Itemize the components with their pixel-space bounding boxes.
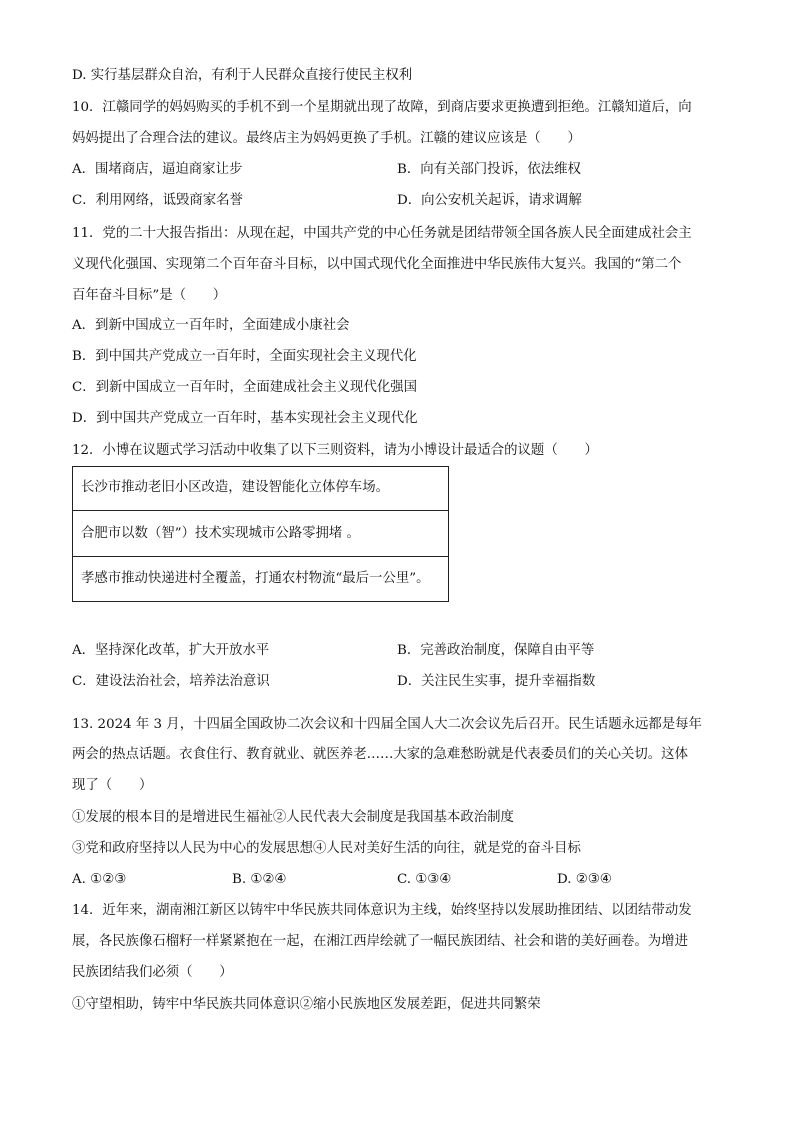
- table-row: 长沙市推动老旧小区改造，建设智能化立体停车场。: [73, 467, 448, 511]
- q13-option-d: D. ②③④: [557, 872, 612, 887]
- q13-option-a: A. ①②③: [72, 872, 127, 887]
- q12-option-b: B．完善政治制度，保障自由平等: [397, 643, 595, 658]
- prev-option-d: D. 实行基层群众自治，有利于人民群众直接行使民主权利: [72, 68, 413, 83]
- q10-stem-line2: 妈妈提出了合理合法的建议。最终店主为妈妈更换了手机。江赣的建议应该是（ ）: [72, 131, 581, 146]
- q11-option-d: D．到中国共产党成立一百年时，基本实现社会主义现代化: [72, 411, 418, 426]
- q10-option-b: B．向有关部门投诉，依法维权: [397, 162, 581, 177]
- table-row: 合肥市以数（智”）技术实现城市公路零拥堵 。: [73, 511, 448, 557]
- q11-option-c: C．到新中国成立一百年时，全面建成社会主义现代化强国: [72, 380, 418, 395]
- q11-option-b: B．到中国共产党成立一百年时，全面实现社会主义现代化: [72, 349, 417, 364]
- q14-stem-line2: 展，各民族像石榴籽一样紧紧抱在一起，在湘江西岸绘就了一幅民族团结、社会和谐的美好画卷。为增进: [72, 934, 688, 949]
- q13-stem-line3: 现了（ ）: [72, 778, 153, 793]
- q14-statements-line1: ①守望相助，铸牢中华民族共同体意识②缩小民族地区发展差距，促进共同繁荣: [72, 997, 541, 1012]
- q13-stem-line2: 两会的热点话题。衣食住行、教育就业、就医养老……大家的急难愁盼就是代表委员们的关心关切。这体: [72, 747, 688, 762]
- q10-stem-line1: 10．江赣同学的妈妈购买的手机不到一个星期就出现了故障，到商店要求更换遭到拒绝。江赣知道后，向: [72, 100, 692, 115]
- q12-stem: 12．小博在议题式学习活动中收集了以下三则资料，请为小博设计最适合的议题（ ）: [72, 443, 598, 458]
- q13-statements-line1: ①发展的根本目的是增进民生福祉②人民代表大会制度是我国基本政治制度: [72, 810, 514, 825]
- q12-option-d: D．关注民生实事，提升幸福指数: [397, 674, 596, 689]
- q12-option-a: A．坚持深化改革，扩大开放水平: [72, 643, 270, 658]
- q13-option-b: B. ①②④: [232, 872, 287, 887]
- q11-option-a: A．到新中国成立一百年时，全面建成小康社会: [72, 318, 350, 333]
- q12-material-table: [72, 466, 449, 602]
- q11-stem-line2: 义现代化强国、实现第二个百年奋斗目标，以中国式现代化全面推进中华民族伟大复兴。我国的“第二个: [72, 257, 682, 272]
- q13-statements-line2: ③党和政府坚持以人民为中心的发展思想④人民对美好生活的向往，就是党的奋斗目标: [72, 841, 581, 856]
- q14-stem-line1: 14．近年来，湖南湘江新区以铸牢中华民族共同体意识为主线，始终坚持以发展助推团结、以团结带动发: [72, 903, 692, 918]
- q13-stem-line1: 13. 2024 年 3 月，十四届全国政协二次会议和十四届全国人大二次会议先后召开。民生话题永远都是每年: [72, 717, 702, 732]
- q10-option-d: D．向公安机关起诉，请求调解: [397, 193, 582, 208]
- q14-stem-line3: 民族团结我们必须（ ）: [72, 965, 233, 980]
- q12-option-c: C．建设法治社会，培养法治意识: [72, 674, 270, 689]
- q10-option-a: A．围堵商店，逼迫商家让步: [72, 162, 243, 177]
- q13-option-c: C. ①③④: [397, 872, 452, 887]
- table-row: 孝感市推动快递进村全覆盖，打通农村物流“最后一公里”。: [81, 571, 430, 586]
- q11-stem-line1: 11．党的二十大报告指出：从现在起，中国共产党的中心任务就是团结带领全国各族人民全面建成社会主: [72, 226, 692, 241]
- q11-stem-line3: 百年奋斗目标”是（ ）: [72, 288, 227, 303]
- q10-option-c: C．利用网络，诋毁商家名誉: [72, 193, 243, 208]
